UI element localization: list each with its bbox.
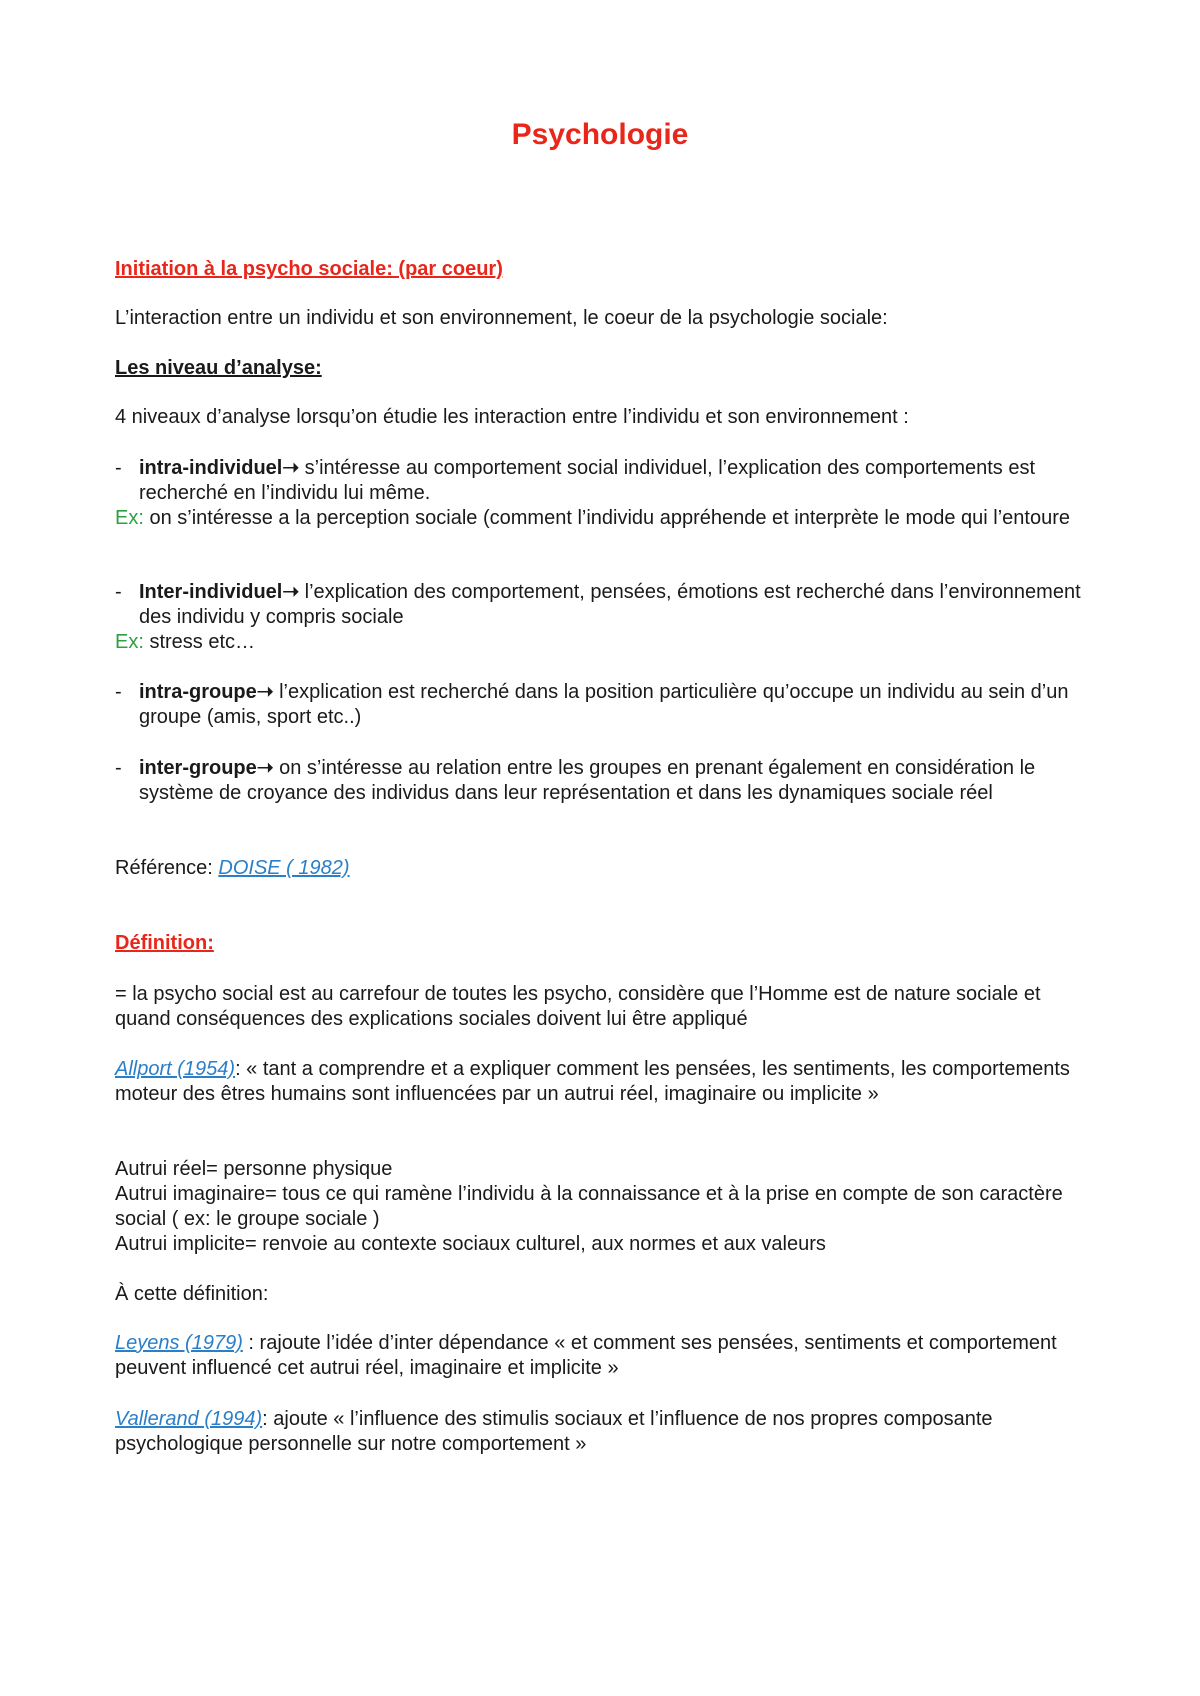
vallerand-paragraph: [115, 1407, 1090, 1457]
item-text: l’explication est recherché dans la position particulière qu’occupe un individu au sein d’un groupe (amis, sport etc..): [139, 681, 1069, 728]
arrow-icon: ➝: [256, 757, 274, 779]
autrui-implicite: Autrui implicite= renvoie au contexte sociaux culturel, aux normes et aux valeurs: [115, 1233, 826, 1255]
list-item-inter-individuel: [115, 580, 1090, 655]
list-item-inter-groupe: [115, 756, 1090, 806]
term-label: inter-groupe: [139, 757, 257, 779]
allport-text: : « tant a comprendre et a expliquer comment les pensées, les sentiments, les comportements moteur des êtres humains sont influencées par un autrui réel, imaginaire ou implicite »: [115, 1058, 1070, 1105]
arrow-icon: ➝: [256, 681, 274, 703]
term-label: Inter-individuel: [139, 581, 283, 603]
term-label: intra-groupe: [139, 681, 257, 703]
arrow-icon: ➝: [282, 457, 300, 479]
subheading-niveaux: Les niveau d’analyse:: [115, 357, 322, 379]
levels-intro: 4 niveaux d’analyse lorsqu’on étudie les interaction entre l’individu et son environnement :: [115, 406, 909, 428]
reference-link-doise[interactable]: DOISE ( 1982): [218, 857, 350, 879]
arrow-icon: ➝: [282, 581, 300, 603]
vallerand-text: : ajoute « l’influence des stimulis sociaux et l’influence de nos propres composante psychologique personnelle sur notre comportement »: [115, 1408, 993, 1455]
reference-link-allport[interactable]: Allport (1954): [115, 1058, 236, 1080]
reference-label: Référence:: [115, 857, 219, 879]
list-item-intra-individuel: [115, 456, 1090, 531]
a-cette-definition: À cette définition:: [115, 1283, 269, 1305]
reference-link-vallerand[interactable]: Vallerand (1994): [115, 1408, 263, 1430]
list-dash: -: [115, 681, 122, 703]
reference-link-leyens[interactable]: Leyens (1979): [115, 1332, 243, 1354]
allport-paragraph: [115, 1057, 1090, 1107]
section-heading-initiation: Initiation à la psycho sociale: (par coeur): [115, 258, 503, 280]
definition-paragraph: = la psycho social est au carrefour de toutes les psycho, considère que l’Homme est de nature sociale et quand conséquences des explications sociales doivent lui être appliqué: [115, 983, 1041, 1030]
intro-paragraph: L’interaction entre un individu et son environnement, le coeur de la psychologie sociale:: [115, 307, 888, 329]
reference-line: [115, 856, 1090, 881]
leyens-text: : rajoute l’idée d’inter dépendance « et comment ses pensées, sentiments et comportement peuvent influencé cet autrui réel, imaginaire et implicite »: [115, 1332, 1057, 1379]
section-heading-definition: Définition:: [115, 932, 214, 954]
item-text: l’explication des comportement, pensées, émotions est recherché dans l’environnement des individu y compris sociale: [139, 581, 1081, 628]
term-label: intra-individuel: [139, 457, 283, 479]
list-dash: -: [115, 757, 122, 779]
page-title: Psychologie: [511, 118, 689, 151]
example-label: Ex:: [115, 507, 144, 529]
item-text: on s’intéresse au relation entre les groupes en prenant également en considération le système de croyance des individus dans leur représentation et dans les dynamiques sociale réel: [139, 757, 1036, 804]
example-text: stress etc…: [143, 631, 256, 653]
item-text: s’intéresse au comportement social individuel, l’explication des comportements est recherché en l’individu lui même.: [139, 457, 1036, 504]
example-text: on s’intéresse a la perception sociale (comment l’individu appréhende et interprète le mode qui l’entoure: [143, 507, 1070, 529]
leyens-paragraph: [115, 1331, 1090, 1381]
list-dash: -: [115, 581, 122, 603]
autrui-imaginaire: Autrui imaginaire= tous ce qui ramène l’individu à la connaissance et à la prise en compte de son caractère social ( ex: le groupe sociale ): [115, 1183, 1063, 1230]
autrui-reel: Autrui réel= personne physique: [115, 1158, 393, 1180]
example-label: Ex:: [115, 631, 144, 653]
autrui-block: [115, 1157, 1090, 1257]
list-item-intra-groupe: [115, 680, 1090, 730]
list-dash: -: [115, 457, 122, 479]
